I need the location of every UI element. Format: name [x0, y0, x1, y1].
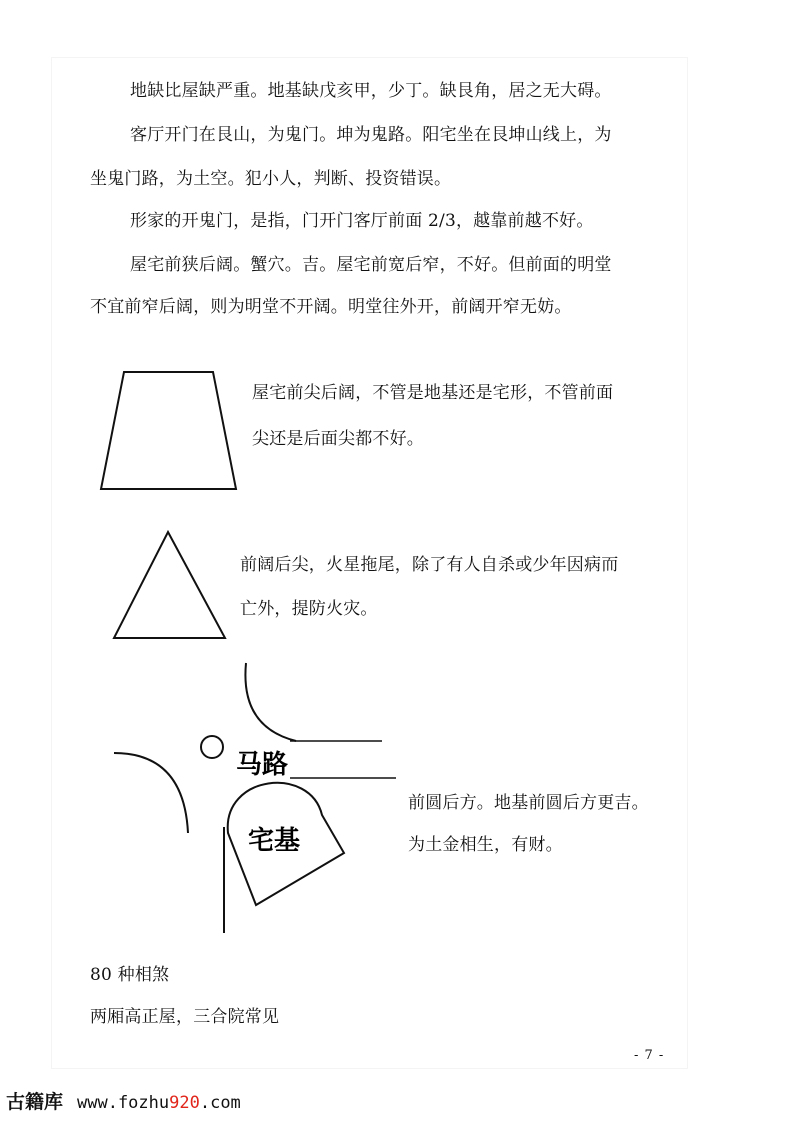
triangle-diagram [108, 526, 232, 644]
plot-caption-line: 为土金相生，有财。 [408, 835, 563, 855]
trapezoid-shape [101, 372, 236, 489]
road-curb-arc [245, 663, 296, 741]
footer-url-link[interactable] [77, 1092, 241, 1114]
road-curb-arc [114, 753, 188, 833]
footer-brand: 古籍库 [6, 1091, 64, 1113]
triangle-caption-line: 前阔后尖，火星拖尾，除了有人自杀或少年因病而 [240, 555, 619, 575]
road-plot-diagram [100, 655, 400, 940]
trapezoid-caption-line: 屋宅前尖后阔，不管是地基还是宅形，不管前面 [252, 383, 614, 403]
url-accent: 920 [169, 1093, 200, 1113]
triangle-caption-line: 亡外，提防火灾。 [240, 599, 378, 619]
paragraph-line: 不宜前窄后阔，则为明堂不开阔。明堂往外开，前阔开窄无妨。 [90, 297, 572, 317]
round-marker-shape [201, 736, 223, 758]
page-number: - 7 - [634, 1048, 665, 1063]
trapezoid-caption-line: 尖还是后面尖都不好。 [252, 429, 424, 449]
plot-label: 宅基 [248, 826, 301, 856]
section-heading: 80 种相煞 [90, 965, 170, 985]
paragraph-line: 客厅开门在艮山，为鬼门。坤为鬼路。阳宅坐在艮坤山线上，为 [130, 125, 612, 145]
triangle-shape [114, 532, 225, 638]
paragraph-line: 屋宅前狭后阔。蟹穴。吉。屋宅前宽后窄，不好。但前面的明堂 [130, 255, 612, 275]
section-text: 两厢高正屋，三合院常见 [90, 1007, 280, 1027]
url-suffix: .com [199, 1093, 241, 1113]
trapezoid-diagram [96, 366, 244, 494]
url-prefix: www.fozhu [77, 1093, 170, 1113]
paragraph-line: 地缺比屋缺严重。地基缺戊亥甲，少丁。缺艮角，居之无大碍。 [130, 81, 612, 101]
plot-caption-line: 前圆后方。地基前圆后方更吉。 [408, 793, 649, 813]
road-label: 马路 [236, 750, 289, 780]
paragraph-line: 坐鬼门路，为土空。犯小人，判断、投资错误。 [90, 169, 452, 189]
paragraph-line: 形家的开鬼门，是指，门开门客厅前面 2/3，越靠前越不好。 [130, 211, 594, 231]
